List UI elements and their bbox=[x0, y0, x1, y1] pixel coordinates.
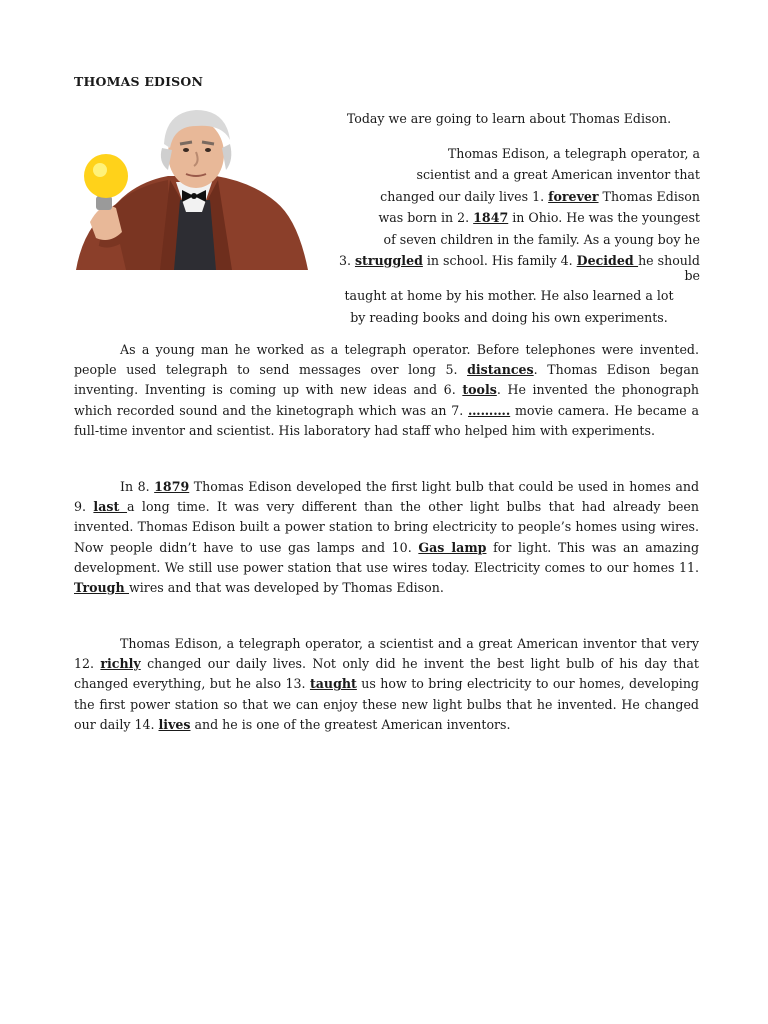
text-run: Thomas Edison bbox=[598, 188, 700, 204]
blank-7: ………. bbox=[468, 402, 511, 418]
answer-14: lives bbox=[158, 716, 191, 732]
intro-line: scientist and a great American inventor that bbox=[416, 167, 700, 182]
text-run: was born in 2. bbox=[378, 210, 474, 225]
answer-9: last bbox=[93, 499, 128, 515]
intro-block bbox=[318, 108, 700, 328]
text-run: In 8. bbox=[120, 479, 155, 494]
answer-1: forever bbox=[548, 188, 599, 204]
text-run: Thomas Edison developed the first light bulb that could be used in homes and 9. bbox=[74, 479, 700, 515]
text-run: Thomas Edison, a telegraph operator, a scientist and a great American inventor that very 12. bbox=[74, 636, 699, 672]
text-run: a long time. It was very different than the other light bulbs that had already been invented. Thomas Edison built a power station to bring electricity to people’s homes using wires. Now people didn’t have to use gas lamps and 10. bbox=[74, 499, 699, 555]
answer-13: taught bbox=[309, 676, 357, 692]
text-run: in Ohio. He was the youngest bbox=[508, 210, 700, 225]
intro-line bbox=[318, 207, 700, 229]
text-run: movie camera. He became a full-time inventor and scientist. His laboratory had staff who helped him with experiments. bbox=[74, 402, 699, 438]
text-run: . He invented the phonograph which recorded sound and the kinetograph which was an 7. bbox=[74, 382, 699, 418]
text-run: and he is one of the greatest American inventors. bbox=[190, 716, 511, 732]
text-run: 3. bbox=[338, 253, 355, 268]
text-run: As a young man he worked as a telegraph operator. Before telephones were invented. people used telegraph to send messages over long 5. bbox=[74, 342, 699, 378]
intro-line: be bbox=[684, 268, 700, 283]
text-run: . Thomas Edison began inventing. Inventing is coming up with new ideas and 6. bbox=[74, 362, 699, 398]
text-run: in school. His family 4. bbox=[422, 253, 577, 268]
intro-line: taught at home by his mother. He also learned a lot bbox=[344, 288, 674, 303]
intro-line: of seven children in the family. As a young boy he bbox=[383, 231, 700, 247]
intro-line bbox=[318, 253, 700, 268]
intro-line: Thomas Edison, a telegraph operator, a bbox=[447, 145, 700, 161]
paragraph-2 bbox=[74, 477, 699, 598]
answer-4: Decided bbox=[576, 253, 639, 268]
answer-5: distances bbox=[467, 362, 534, 378]
paragraph-1 bbox=[74, 340, 699, 441]
intro-line: by reading books and doing his own experiments. bbox=[350, 309, 668, 325]
text-run: wires and that was developed by Thomas Edison. bbox=[129, 580, 444, 596]
answer-10: Gas lamp bbox=[418, 539, 487, 555]
edison-portrait-image bbox=[76, 104, 308, 270]
text-run: for light. This was an amazing development. We still use power station that use wires today. Electricity comes to our homes 11. bbox=[74, 539, 700, 575]
intro-line bbox=[318, 186, 700, 208]
text-run: us how to bring electricity to our homes, developing the first power station so that we can enjoy these new light bulbs that he invented. He changed our daily 14. bbox=[74, 676, 699, 732]
text-run: changed our daily lives 1. bbox=[380, 188, 549, 204]
page-title: THOMAS EDISON bbox=[74, 74, 204, 89]
answer-12: richly bbox=[100, 656, 141, 672]
answer-6: tools bbox=[462, 382, 497, 398]
answer-11: Trough bbox=[74, 580, 129, 596]
text-run: changed our daily lives. Not only did he invent the best light bulb of his day that changed everything, but he also 13. bbox=[74, 656, 699, 692]
answer-2: 1847 bbox=[473, 210, 509, 225]
intro-line: Today we are going to learn about Thomas Edison. bbox=[346, 111, 672, 126]
text-run: he should bbox=[638, 253, 700, 268]
paragraph-3 bbox=[74, 634, 699, 735]
answer-8: 1879 bbox=[154, 479, 190, 494]
answer-3: struggled bbox=[354, 253, 423, 268]
